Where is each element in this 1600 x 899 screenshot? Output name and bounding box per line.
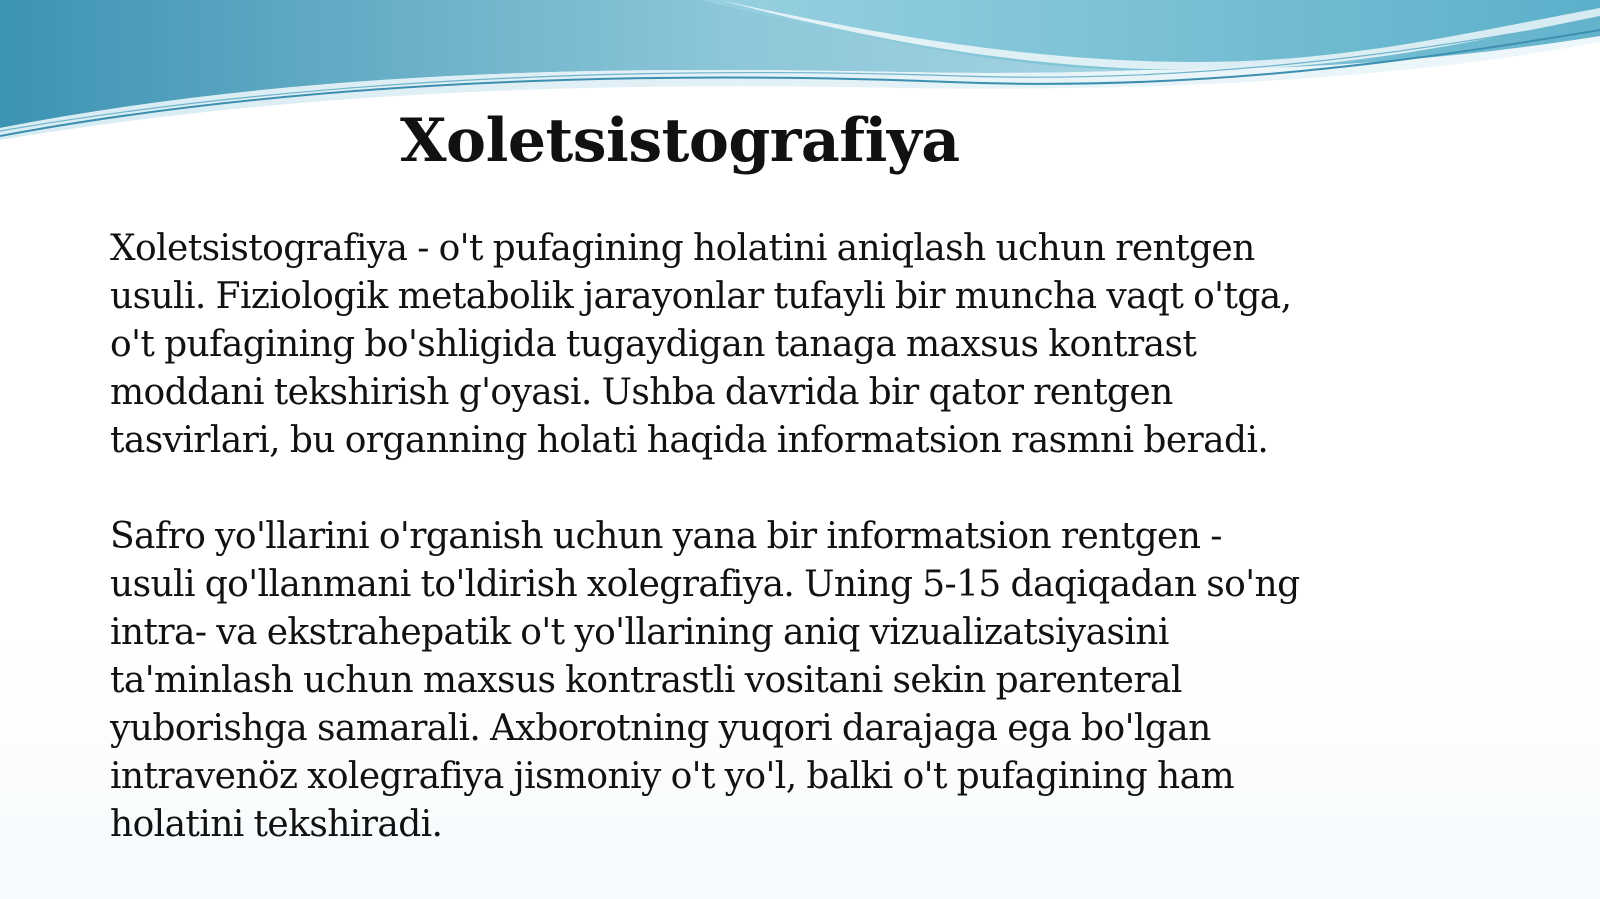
slide-title: Xoletsistografiya — [400, 106, 960, 176]
body-paragraph-1: Xoletsistografiya - o't pufagining holatini aniqlash uchun rentgen usuli. Fiziologik metabolik jarayonlar tufayli bir muncha vaqt o'tga, o't pufagining bo'shligida tugaydigan tanaga maxsus kontrast moddani tekshirish g'oyasi. Ushba davrida bir qator rentgen tasvirlari, bu organning holati haqida informatsion rasmni beradi. — [110, 228, 1292, 461]
body-paragraph-2: Safro yo'llarini o'rganish uchun yana bir informatsion rentgen - usuli qo'llanmani to'ldirish xolegrafiya. Uning 5-15 daqiqadan so'ng intra- va ekstrahepatik o't yo'llarining aniq vizualizatsiyasini ta'minlash uchun maxsus kontrastli vositani sekin parenteral yuborishga samarali. Axborotning yuqori darajaga ega bo'lgan intravenöz xolegrafiya jismoniy o't yo'l, balki o't pufagining ham holatini tekshiradi. — [110, 516, 1300, 845]
slide-body — [110, 225, 1530, 849]
